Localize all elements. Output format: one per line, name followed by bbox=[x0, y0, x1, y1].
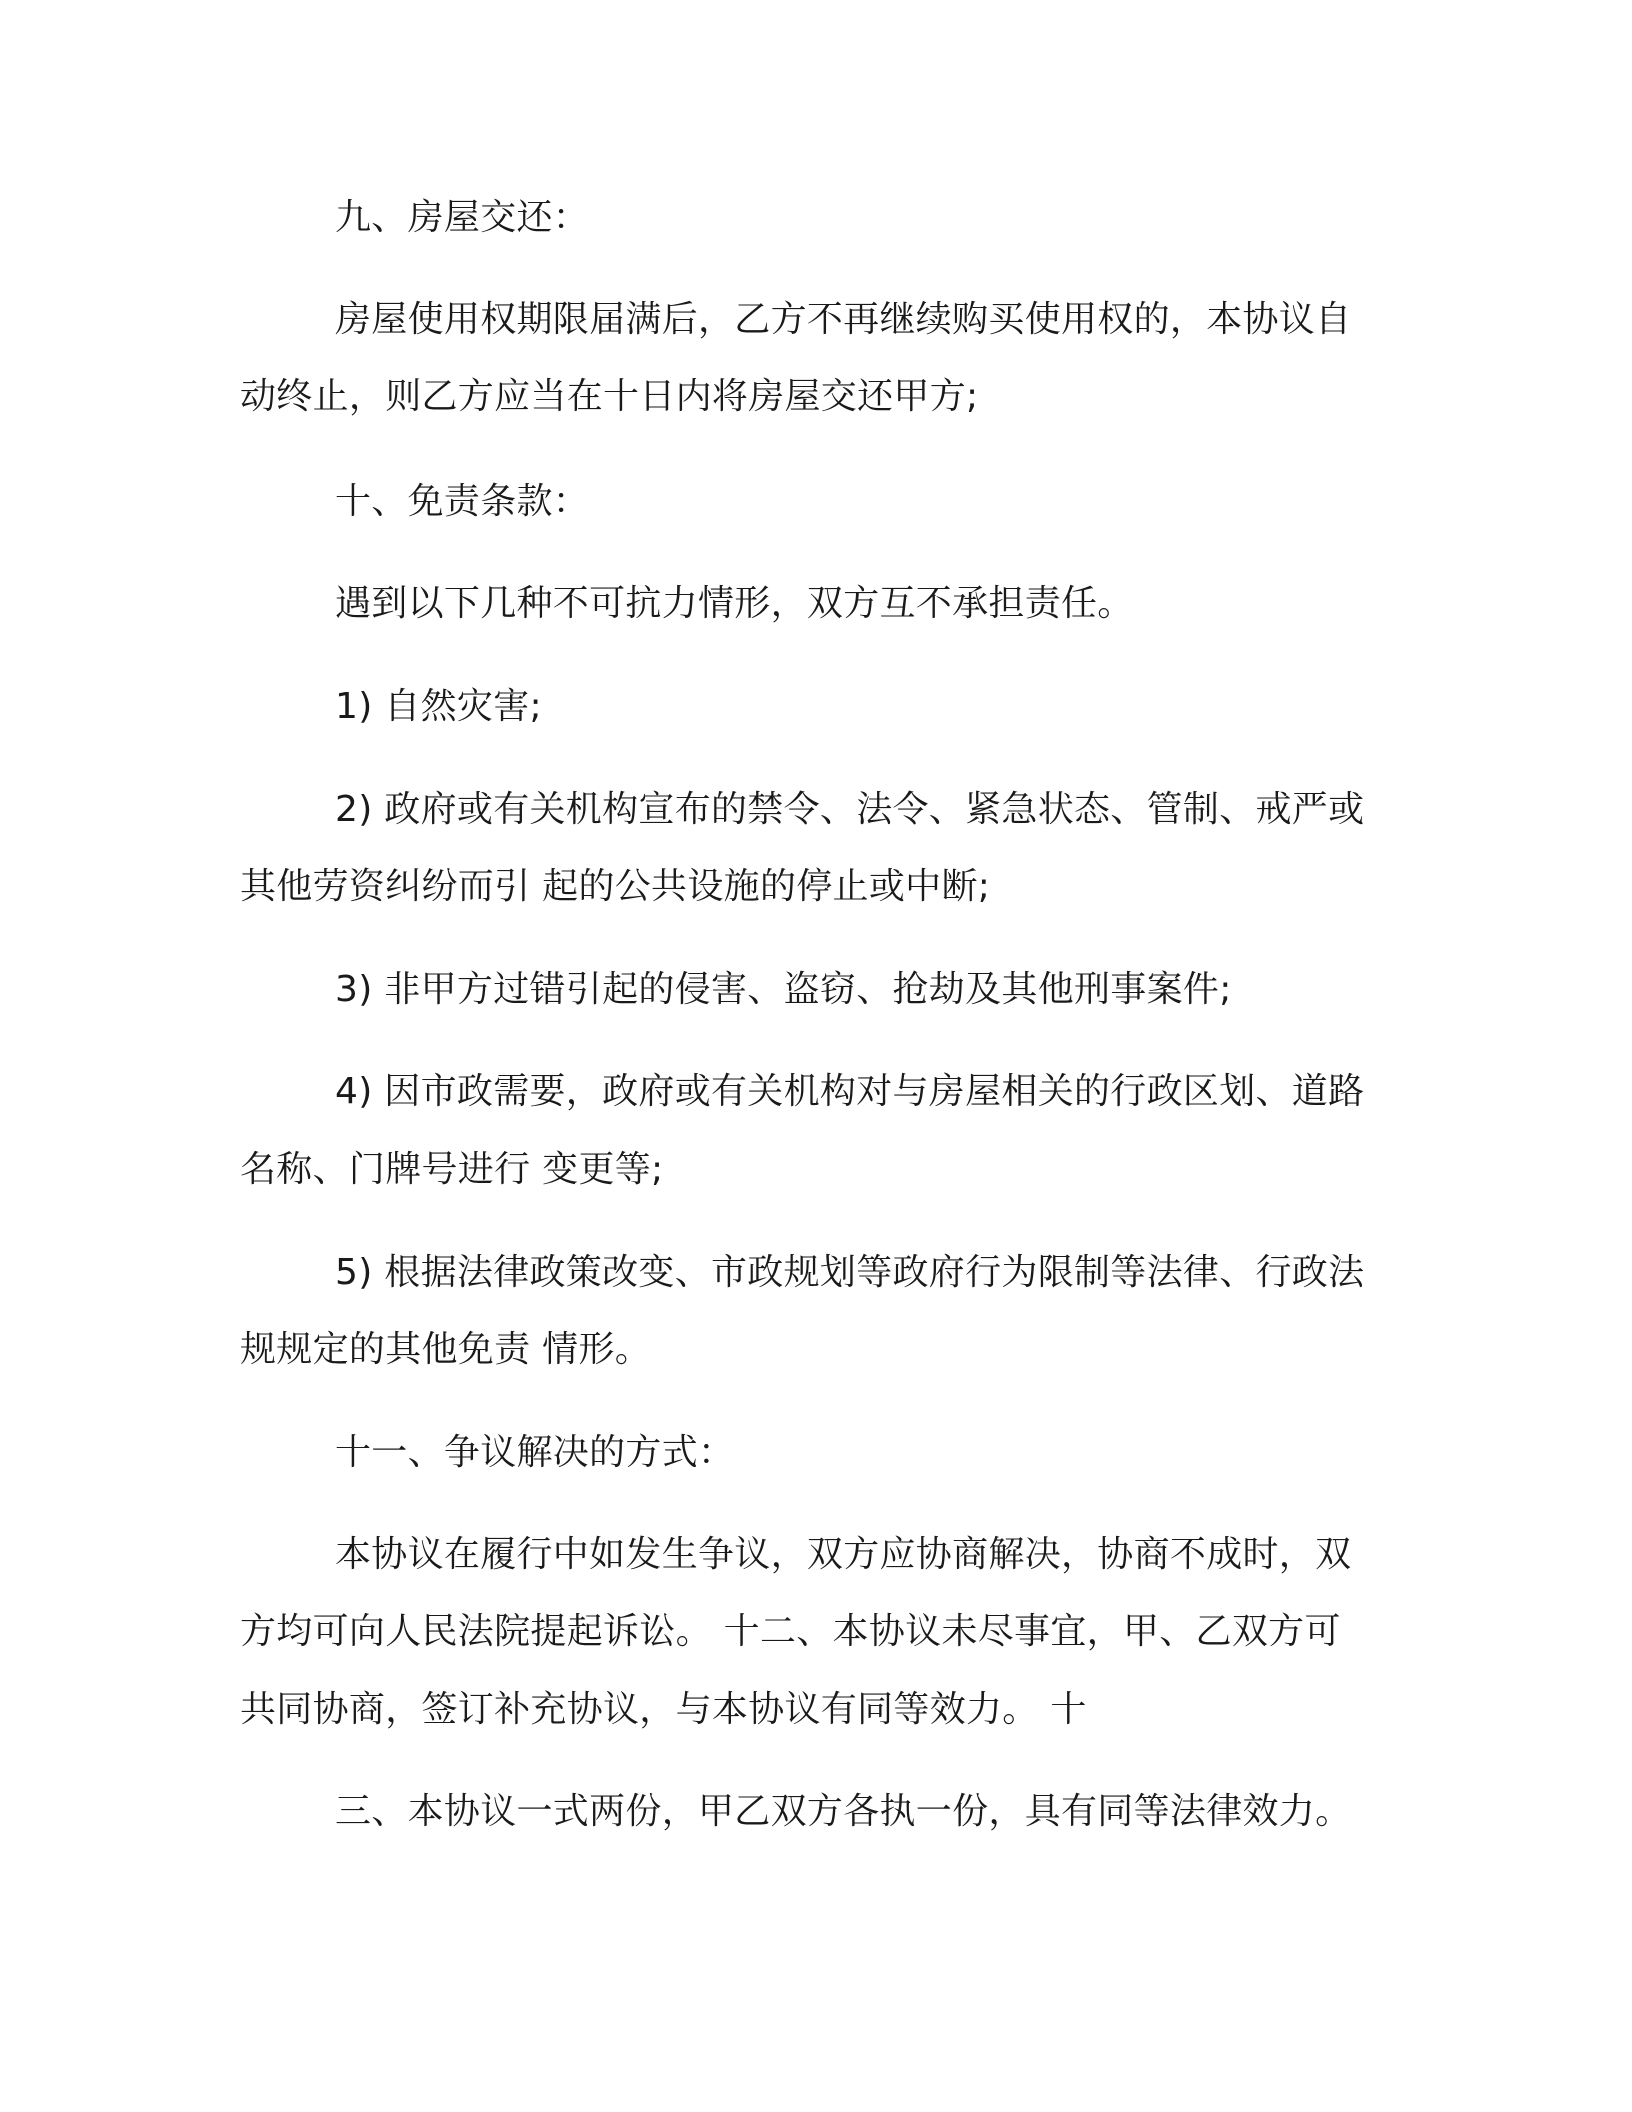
list-item-3: 3) 非甲方过错引起的侵害、盗窃、抢劫及其他刑事案件; bbox=[335, 969, 1232, 1010]
list-item-4: 4) 因市政需要，政府或有关机构对与房屋相关的行政区划、道路 bbox=[335, 1071, 1365, 1112]
paragraph-line: 房屋使用权期限届满后，乙方不再继续购买使用权的，本协议自 bbox=[335, 299, 1352, 340]
heading-section-11: 十一、争议解决的方式： bbox=[335, 1432, 735, 1473]
list-item-2-continuation: 其他劳资纠纷而引 起的公共设施的停止或中断; bbox=[240, 866, 991, 907]
paragraph-line: 方均可向人民法院提起诉讼。 十二、本协议未尽事宜，甲、乙双方可 bbox=[240, 1611, 1341, 1652]
paragraph-line: 共同协商，签订补充协议，与本协议有同等效力。 十 bbox=[240, 1689, 1087, 1730]
paragraph-line: 本协议在履行中如发生争议，双方应协商解决，协商不成时，双 bbox=[335, 1534, 1352, 1575]
paragraph-line: 动终止，则乙方应当在十日内将房屋交还甲方; bbox=[240, 376, 979, 417]
list-item-5: 5) 根据法律政策改变、市政规划等政府行为限制等法律、行政法 bbox=[335, 1252, 1365, 1293]
heading-section-10: 十、免责条款： bbox=[335, 481, 590, 522]
paragraph-line-section-13: 三、本协议一式两份，甲乙双方各执一份，具有同等法律效力。 bbox=[335, 1791, 1352, 1832]
list-item-4-continuation: 名称、门牌号进行 变更等; bbox=[240, 1149, 664, 1190]
heading-section-9: 九、房屋交还： bbox=[335, 197, 590, 238]
list-item-2: 2) 政府或有关机构宣布的禁令、法令、紧急状态、管制、戒严或 bbox=[335, 789, 1365, 830]
list-item-1: 1) 自然灾害; bbox=[335, 686, 542, 727]
list-item-5-continuation: 规规定的其他免责 情形。 bbox=[240, 1329, 652, 1370]
paragraph-line: 遇到以下几种不可抗力情形，双方互不承担责任。 bbox=[335, 583, 1134, 624]
